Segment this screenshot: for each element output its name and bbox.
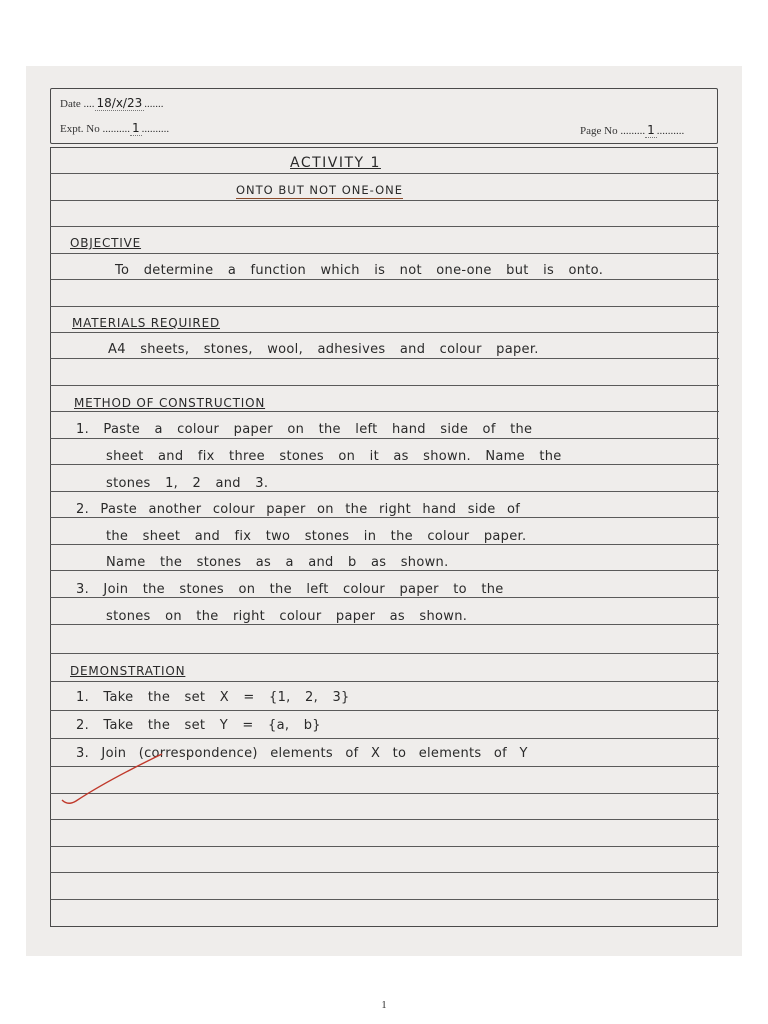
objective-text: To determine a function which is not one-one but is onto.	[115, 263, 604, 278]
materials-heading: MATERIALS REQUIRED	[72, 316, 220, 330]
demonstration-line: 2. Take the set Y = {a, b}	[76, 718, 321, 733]
rule-line	[50, 438, 719, 439]
method-line: 2. Paste another colour paper on the right hand side of	[76, 502, 521, 517]
method-line: 1. Paste a colour paper on the left hand side of the	[76, 422, 533, 437]
rule-line	[50, 570, 719, 571]
page-no-field: Page No ......... 1 ..........	[580, 123, 685, 137]
rule-line	[50, 681, 719, 682]
rule-line	[50, 544, 719, 545]
rule-line	[50, 385, 719, 386]
teacher-check-mark	[58, 740, 168, 810]
expt-no-label: Expt. No	[60, 123, 100, 135]
activity-title: ACTIVITY 1	[290, 155, 381, 171]
rule-line	[50, 332, 719, 333]
method-line: sheet and fix three stones on it as shown. Name the	[106, 449, 562, 464]
rule-line	[50, 173, 719, 174]
rule-line	[50, 411, 719, 412]
demonstration-heading: DEMONSTRATION	[70, 664, 186, 678]
date-value: 18/x/23	[96, 96, 143, 110]
rule-line	[50, 279, 719, 280]
rule-line	[50, 899, 719, 900]
rule-line	[50, 464, 719, 465]
rule-line	[50, 200, 719, 201]
method-line: stones on the right colour paper as shown.	[106, 609, 468, 624]
date-field: Date .... 18/x/23 .......	[60, 96, 164, 110]
rule-line	[50, 624, 719, 625]
rule-line	[50, 738, 719, 739]
rule-line	[50, 872, 719, 873]
rule-line	[50, 358, 719, 359]
method-line: 3. Join the stones on the left colour paper to the	[76, 582, 504, 597]
page-number: 1	[381, 1000, 387, 1011]
rule-line	[50, 517, 719, 518]
expt-no-value: 1	[131, 121, 140, 135]
demonstration-line: 3. Join (correspondence) elements of X to elements of Y	[76, 746, 528, 761]
method-line: stones 1, 2 and 3.	[106, 476, 269, 491]
page-no-value: 1	[647, 123, 655, 137]
rule-line	[50, 306, 719, 307]
demonstration-line: 1. Take the set X = {1, 2, 3}	[76, 690, 350, 705]
rule-line	[50, 253, 719, 254]
rule-line	[50, 653, 719, 654]
method-line: the sheet and fix two stones in the colour paper.	[106, 529, 527, 544]
method-line: Name the stones as a and b as shown.	[106, 555, 449, 570]
activity-subtitle: ONTO BUT NOT ONE-ONE	[236, 183, 404, 197]
rule-line	[50, 710, 719, 711]
page-no-label: Page No	[580, 125, 618, 137]
rule-line	[50, 819, 719, 820]
rule-line	[50, 597, 719, 598]
rule-line	[50, 491, 719, 492]
rule-line	[50, 846, 719, 847]
method-heading: METHOD OF CONSTRUCTION	[74, 396, 266, 410]
materials-text: A4 sheets, stones, wool, adhesives and colour paper.	[108, 342, 539, 357]
objective-heading: OBJECTIVE	[70, 236, 142, 250]
rule-line	[50, 226, 719, 227]
date-label: Date	[60, 98, 81, 110]
expt-no-field: Expt. No .......... 1 ..........	[60, 121, 170, 135]
